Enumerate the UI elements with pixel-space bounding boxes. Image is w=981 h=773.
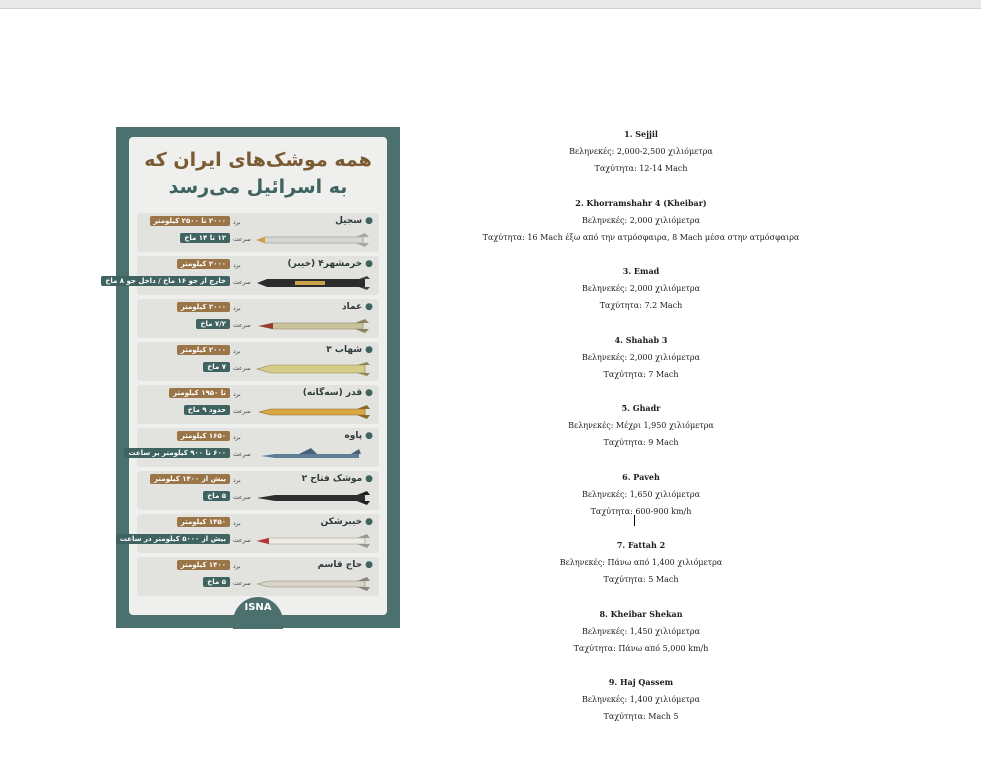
range-badge: ۲۰۰۰ کیلومتر <box>177 259 230 269</box>
list-item <box>482 537 800 588</box>
missile-title: 1. Sejjil <box>624 129 658 139</box>
missile-title: 5. Ghadr <box>621 403 661 413</box>
missile-row <box>137 557 379 596</box>
list-item <box>482 332 800 383</box>
list-item <box>482 126 800 177</box>
missile-speed: Ταχύτητα: 12-14 Mach <box>594 164 688 173</box>
missile-illustration <box>255 534 373 548</box>
missile-speed: Ταχύτητα: 600-900 km/h <box>590 506 692 516</box>
missile-title: 7. Fattah 2 <box>616 540 666 550</box>
speed-label: سرعت <box>233 494 251 501</box>
missile-speed: Ταχύτητα: 9 Mach <box>603 438 679 447</box>
speed-label: سرعت <box>233 365 251 372</box>
range-label: برد <box>233 434 241 441</box>
missile-speed: Ταχύτητα: 7.2 Mach <box>599 301 683 310</box>
infographic-panel <box>105 137 387 615</box>
speed-badge: ۷/۲ ماخ <box>196 319 230 329</box>
range-badge: ۲۰۰۰ کیلومتر <box>177 345 230 355</box>
infographic-title <box>129 147 387 201</box>
missile-illustration <box>255 491 373 505</box>
missile-row <box>119 514 379 553</box>
missile-title: 6. Paveh <box>622 471 660 482</box>
missile-row <box>137 471 379 510</box>
missile-range: Βεληνεκές: 2,000 χιλιόμετρα <box>581 215 701 225</box>
speed-label: سرعت <box>233 279 251 286</box>
speed-label: سرعت <box>233 408 251 415</box>
infographic-footer <box>129 593 387 615</box>
missile-illustration <box>255 448 373 462</box>
missile-row <box>128 428 379 467</box>
missile-row <box>137 385 379 424</box>
missile-name: ●شهاب ۳ <box>326 345 373 355</box>
list-item <box>482 606 800 657</box>
range-label: برد <box>233 563 241 570</box>
missile-name: ●سجیل <box>335 216 373 226</box>
infographic-title-line1: همه موشک‌های ایران که <box>144 149 372 171</box>
speed-label: سرعت <box>233 236 251 243</box>
missile-row <box>137 342 379 381</box>
range-badge: تا ۱۹۵۰ کیلومتر <box>169 388 230 398</box>
speed-badge: بیش از ۵۰۰۰ کیلومتر در ساعت <box>116 534 230 544</box>
missile-name: ●پاوه <box>344 431 373 441</box>
range-badge: ۱۴۵۰ کیلومتر <box>177 517 230 527</box>
range-label: برد <box>233 391 241 398</box>
missile-range: Βεληνεκές: Πάνω από 1,400 χιλιόμετρα <box>559 558 723 567</box>
range-badge: ۱۶۵۰ کیلومتر <box>177 431 230 441</box>
speed-label: سرعت <box>233 537 251 544</box>
missile-speed: Ταχύτητα: 16 Mach έξω από την ατμόσφαιρα, 8 Mach μέσα στην ατμόσφαιρα <box>482 232 800 242</box>
missile-title: 2. Khorramshahr 4 (Kheibar) <box>575 197 707 208</box>
missile-speed: Ταχύτητα: Πάνω από 5,000 km/h <box>573 643 709 653</box>
range-label: برد <box>233 348 241 355</box>
missile-row <box>105 256 379 295</box>
list-item <box>482 263 800 314</box>
missile-speed: Ταχύτητα: 5 Mach <box>603 575 679 584</box>
missile-name: ●قدر (سه‌گانه) <box>302 388 373 398</box>
missile-name: ●موشک فتاح ۲ <box>301 474 373 484</box>
speed-label: سرعت <box>233 451 251 458</box>
text-cursor <box>634 515 635 526</box>
missile-title: 9. Haj Qassem <box>608 677 674 687</box>
missile-range: Βεληνεκές: 2,000 χιλιόμετρα <box>581 284 701 293</box>
missile-range: Βεληνεκές: 1,450 χιλιόμετρα <box>581 626 701 636</box>
speed-badge: حدود ۹ ماخ <box>184 405 230 415</box>
missile-name: ●خرمشهر۴ (خیبر) <box>287 259 373 269</box>
missile-text-list <box>482 126 800 743</box>
speed-badge: ۶۰۰ تا ۹۰۰ کیلومتر بر ساعت <box>124 448 230 458</box>
missile-range: Βεληνεκές: Μέχρι 1,950 χιλιόμετρα <box>568 421 714 430</box>
missile-range: Βεληνεκές: 1,650 χιλιόμετρα <box>581 489 701 499</box>
missile-speed: Ταχύτητα: 7 Mach <box>603 369 679 379</box>
range-label: برد <box>233 305 241 312</box>
list-item <box>482 195 800 246</box>
speed-badge: ۵ ماخ <box>203 491 230 501</box>
infographic-title-line2: به اسرائیل می‌رسد <box>168 176 348 198</box>
missile-name: ●عماد <box>341 302 373 312</box>
speed-badge: ۷ ماخ <box>203 362 230 372</box>
missile-row <box>137 213 379 252</box>
range-badge: بیش از ۱۴۰۰ کیلومتر <box>150 474 230 484</box>
speed-badge: ۵ ماخ <box>203 577 230 587</box>
list-item <box>482 469 800 520</box>
missile-range: Βεληνεκές: 2,000 χιλιόμετρα <box>581 352 701 362</box>
list-item <box>482 674 800 725</box>
speed-label: سرعت <box>233 580 251 587</box>
range-label: برد <box>233 219 241 226</box>
missile-name: ●حاج قاسم <box>317 560 373 570</box>
missile-title: 8. Kheibar Shekan <box>599 608 683 619</box>
missiles-infographic-image <box>105 127 400 628</box>
missile-row <box>137 299 379 338</box>
window-top-bar <box>0 0 981 9</box>
list-item <box>482 400 800 451</box>
missile-illustration <box>255 276 373 290</box>
range-label: برد <box>233 262 241 269</box>
missile-illustration <box>255 233 373 247</box>
missile-range: Βεληνεκές: 1,400 χιλιόμετρα <box>581 695 701 704</box>
speed-badge: خارج از جو ۱۶ ماخ / داخل جو ۸ ماخ <box>101 276 230 286</box>
missile-illustration <box>255 362 373 376</box>
missile-name: ●خیبرشکن <box>320 517 373 527</box>
missile-title: 4. Shahab 3 <box>614 334 668 345</box>
range-badge: ۲۰۰۰ تا ۲۵۰۰ کیلومتر <box>150 216 231 226</box>
isna-logo: ISNA <box>233 597 283 629</box>
range-badge: ۱۴۰۰ کیلومتر <box>177 560 230 570</box>
missile-range: Βεληνεκές: 2,000-2,500 χιλιόμετρα <box>569 147 713 156</box>
missile-title: 3. Emad <box>622 266 660 276</box>
speed-badge: ۱۲ تا ۱۴ ماخ <box>180 233 230 243</box>
range-label: برد <box>233 520 241 527</box>
range-label: برد <box>233 477 241 484</box>
missile-illustration <box>255 577 373 591</box>
missile-speed: Ταχύτητα: Mach 5 <box>603 712 679 721</box>
range-badge: ۲۰۰۰ کیلومتر <box>177 302 230 312</box>
missile-illustration <box>255 319 373 333</box>
speed-label: سرعت <box>233 322 251 329</box>
missile-illustration <box>255 405 373 419</box>
